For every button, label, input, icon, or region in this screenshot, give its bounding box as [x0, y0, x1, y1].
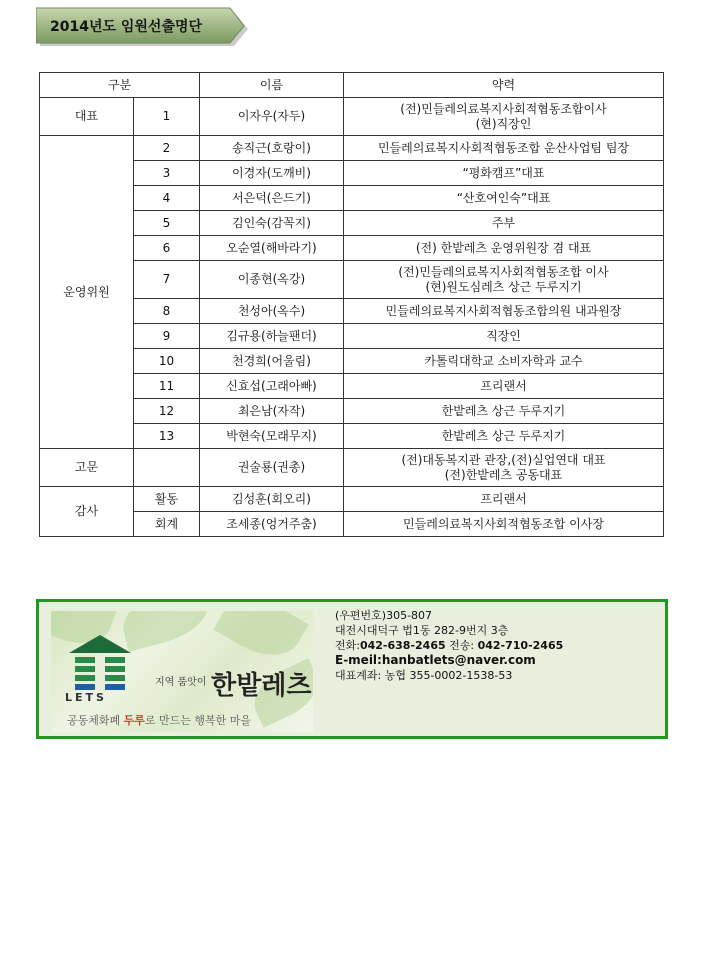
table-row	[40, 374, 664, 399]
member-profile: “평화캠프”대표	[344, 161, 664, 186]
row-number: 11	[134, 374, 200, 399]
row-number: 8	[134, 299, 200, 324]
row-number: 2	[134, 136, 200, 161]
table-row	[40, 211, 664, 236]
member-profile	[344, 98, 664, 136]
slogan-pre: 공동체화폐	[67, 714, 124, 727]
member-profile: 카톨릭대학교 소비자학과 교수	[344, 349, 664, 374]
member-name: 권술룡(권총)	[200, 449, 344, 487]
group-committee: 운영위원	[40, 136, 134, 449]
group-advisor: 고문	[40, 449, 134, 487]
fax-label: 전송:	[445, 639, 478, 652]
member-name: 이자우(자두)	[200, 98, 344, 136]
contact-info	[335, 608, 563, 683]
title-banner	[36, 7, 248, 47]
email: E-meil:hanbatlets@naver.com	[335, 653, 536, 667]
contact-footer	[36, 599, 668, 739]
lets-logo-icon	[67, 633, 133, 691]
member-profile: 직장인	[344, 324, 664, 349]
row-number: 5	[134, 211, 200, 236]
table-header-row	[40, 73, 664, 98]
member-name: 최은남(자작)	[200, 399, 344, 424]
profile-line: (전)민들레의료복지사회적협동조합이사	[400, 101, 607, 116]
table-row	[40, 349, 664, 374]
header-category: 구분	[40, 73, 200, 98]
slogan-highlight: 두루	[123, 714, 145, 727]
table-row	[40, 512, 664, 537]
profile-line: (전)한밭레츠 공동대표	[444, 467, 563, 482]
phone-number: 042-638-2465	[359, 639, 446, 652]
member-name: 이경자(도깨비)	[200, 161, 344, 186]
table-row	[40, 324, 664, 349]
brand-name: 한밭레츠	[211, 671, 312, 701]
table-row	[40, 487, 664, 512]
lets-wordmark: LETS	[65, 691, 107, 704]
member-profile: (전) 한밭레츠 운영위원장 겸 대표	[344, 236, 664, 261]
table-row	[40, 299, 664, 324]
member-profile: 프리랜서	[344, 487, 664, 512]
group-auditor: 감사	[40, 487, 134, 537]
member-profile: 주부	[344, 211, 664, 236]
auditor-role: 활동	[134, 487, 200, 512]
profile-line: (현)원도심레츠 상근 두루지기	[425, 279, 582, 294]
member-name: 김인숙(감꼭지)	[200, 211, 344, 236]
profile-line: (전)민들레의료복지사회적협동조합 이사	[398, 264, 609, 279]
member-name: 천경희(어울림)	[200, 349, 344, 374]
member-profile: 민들레의료복지사회적협동조합의원 내과원장	[344, 299, 664, 324]
member-name: 서은덕(은드기)	[200, 186, 344, 211]
row-number: 6	[134, 236, 200, 261]
table-row	[40, 186, 664, 211]
member-profile: 한밭레츠 상근 두루지기	[344, 424, 664, 449]
row-number: 12	[134, 399, 200, 424]
member-name: 조세종(엉거주춤)	[200, 512, 344, 537]
member-name: 박현숙(모래무지)	[200, 424, 344, 449]
brand-tagline: 지역 품앗이	[155, 677, 207, 688]
row-number: 7	[134, 261, 200, 299]
table-row	[40, 449, 664, 487]
member-name: 이종현(옥강)	[200, 261, 344, 299]
logo-panel	[51, 611, 313, 732]
member-profile: 프리랜서	[344, 374, 664, 399]
member-name: 김규용(하늘팬더)	[200, 324, 344, 349]
address: 대전시대덕구 법1동 282-9번지 3층	[335, 624, 509, 637]
table-row	[40, 424, 664, 449]
phone-fax-line	[335, 638, 563, 653]
leaf-decoration	[213, 611, 308, 670]
phone-label: 전화:	[335, 639, 360, 652]
member-profile	[344, 449, 664, 487]
row-number: 4	[134, 186, 200, 211]
member-name: 오순열(해바라기)	[200, 236, 344, 261]
slogan-post: 로 만드는 행복한 마을	[144, 714, 252, 727]
table-row	[40, 261, 664, 299]
page-title: 2014년도 임원선출명단	[50, 19, 203, 35]
table-row	[40, 161, 664, 186]
postal-code: (우편번호)305-807	[335, 609, 433, 622]
table-row	[40, 98, 664, 136]
row-number: 9	[134, 324, 200, 349]
slogan	[67, 712, 251, 728]
member-profile: 민들레의료복지사회적협동조합 이사장	[344, 512, 664, 537]
member-profile: 민들레의료복지사회적협동조합 운산사업팀 팀장	[344, 136, 664, 161]
profile-line: (현)직장인	[475, 116, 532, 131]
member-name: 송직근(호랑이)	[200, 136, 344, 161]
header-profile: 약력	[344, 73, 664, 98]
auditor-role: 회계	[134, 512, 200, 537]
row-number: 13	[134, 424, 200, 449]
row-number: 10	[134, 349, 200, 374]
officer-table	[39, 72, 664, 537]
member-profile: 한밭레츠 상근 두루지기	[344, 399, 664, 424]
group-representative: 대표	[40, 98, 134, 136]
member-name: 천성아(옥수)	[200, 299, 344, 324]
table-row	[40, 399, 664, 424]
member-profile: “산호여인숙”대표	[344, 186, 664, 211]
fax-number: 042-710-2465	[477, 639, 564, 652]
profile-line: (전)대동복지관 관장,(전)실업연대 대표	[401, 452, 606, 467]
table-row	[40, 236, 664, 261]
bank-account: 대표계좌: 농협 355-0002-1538-53	[335, 669, 513, 682]
row-number: 3	[134, 161, 200, 186]
member-name: 김성훈(회오리)	[200, 487, 344, 512]
member-name: 신효섭(고래아빠)	[200, 374, 344, 399]
table-row	[40, 136, 664, 161]
header-name: 이름	[200, 73, 344, 98]
row-number: 1	[134, 98, 200, 136]
row-number	[134, 449, 200, 487]
member-profile	[344, 261, 664, 299]
